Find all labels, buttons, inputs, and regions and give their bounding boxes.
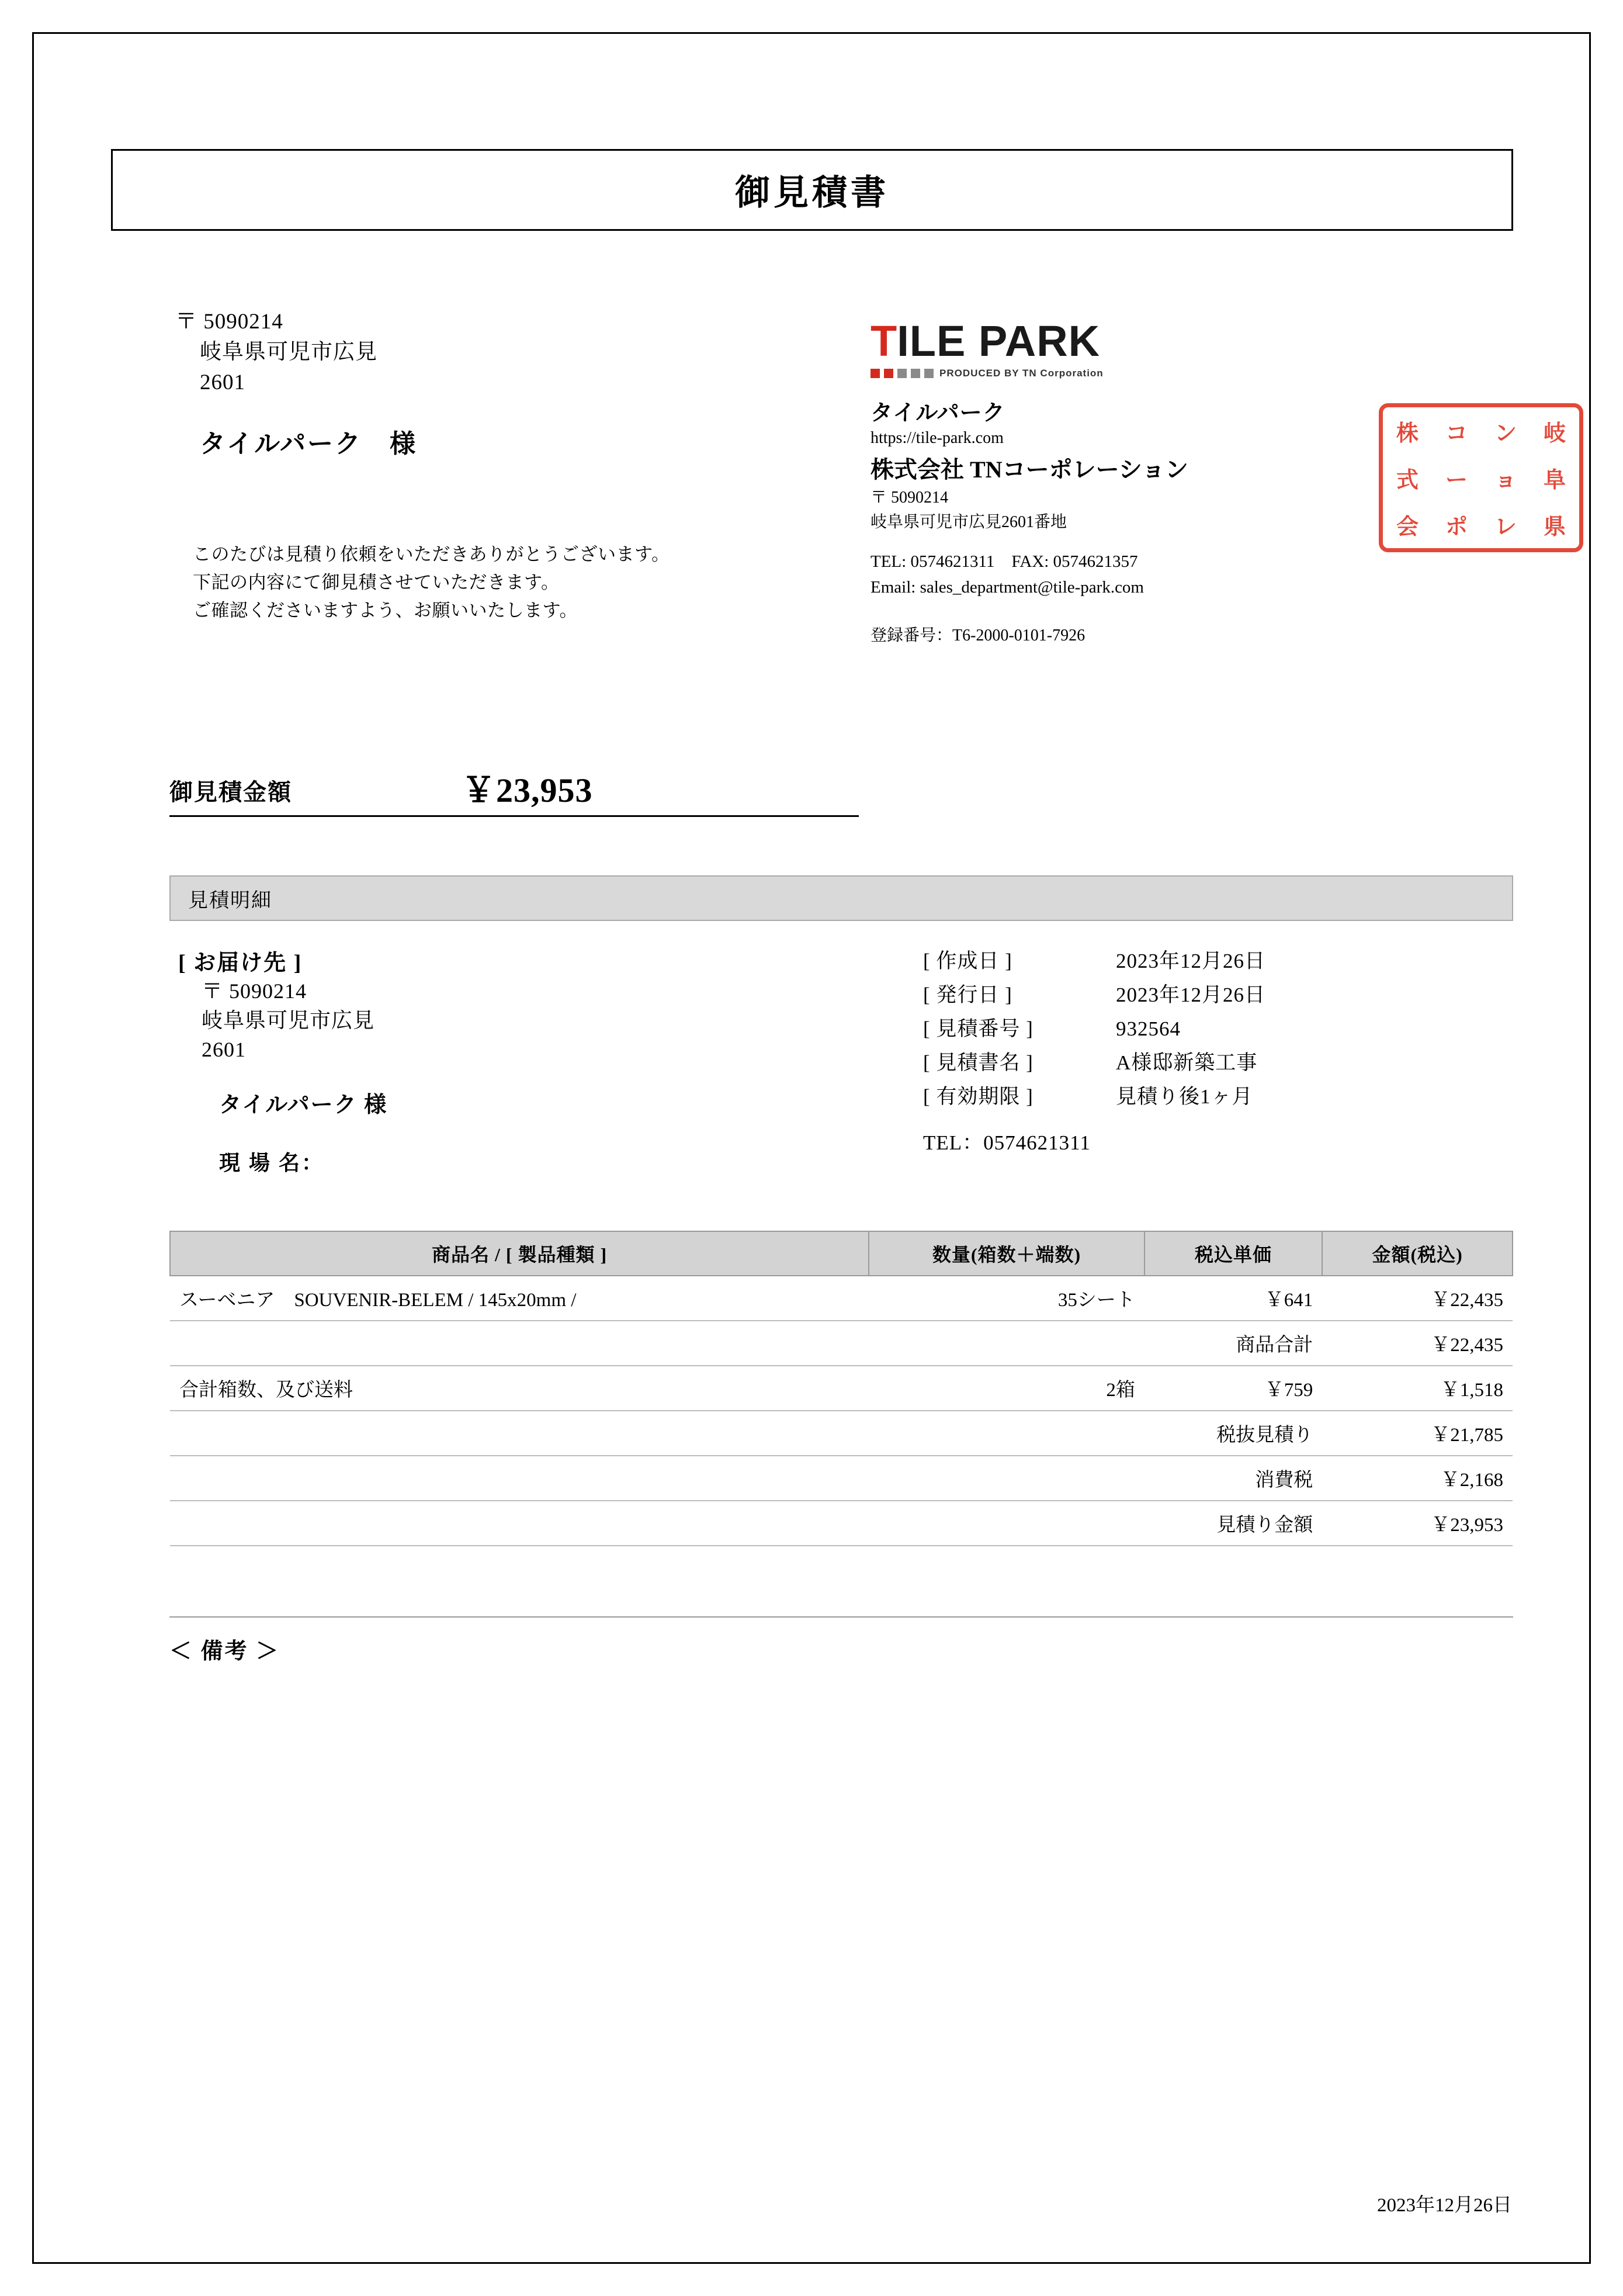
meta-value: 2023年12月26日 [1116,983,1266,1006]
greeting-line-3: ご確認くださいますよう、お願いいたします。 [193,600,578,621]
meta-row [923,1012,1265,1046]
cell-shipping-label: 合計箱数、及び送料 [170,1366,869,1411]
site-name-label: 現 場 名： [219,1151,325,1175]
cell-shipping-quantity: 2箱 [869,1366,1145,1411]
cell-quantity: 35シート [869,1276,1145,1321]
table-header-row [170,1231,1513,1276]
company-legal-name: 株式会社 TNコーポレーション [871,456,1188,483]
seal-char: 株 [1396,421,1419,446]
logo-subtitle: PRODUCED BY TN Corporation [939,368,1104,379]
cell-empty [170,1456,869,1501]
header-unit-price: 税込単価 [1145,1231,1322,1276]
cell-empty [170,1411,869,1456]
total-amount-value: ￥23,953 [462,771,593,809]
shipto-and-meta [169,944,1513,1225]
logo-first-letter: T [871,317,897,365]
seal-char: 県 [1543,515,1566,540]
table-row [170,1276,1513,1321]
total-amount-label: 御見積金額 [169,779,292,805]
cell-amount: ￥22,435 [1322,1276,1513,1321]
shipto-block [178,944,387,1176]
table-row-subtotal-extax [170,1411,1513,1456]
meta-key: [ 見積番号 ] [923,1017,1034,1040]
summary-label-subtotal-extax: 税抜見積り [1145,1411,1322,1456]
summary-label-tax: 消費税 [1145,1456,1322,1501]
shipto-address-line1: 岐阜県可児市広見 [202,1009,375,1032]
cell-empty [869,1501,1145,1546]
summary-amount-tax: ￥2,168 [1322,1456,1513,1501]
seal-char: ー [1445,467,1468,493]
table-row-subtotal [170,1321,1513,1366]
customer-name: タイルパーク 様 [200,430,418,458]
header-quantity: 数量(箱数＋端数) [869,1231,1145,1276]
shipto-address-line2: 2601 [202,1038,246,1061]
summary-amount-product-total: ￥22,435 [1322,1321,1513,1366]
seal-char: コ [1445,421,1468,446]
shipto-name: タイルパーク 様 [219,1093,388,1117]
greeting-block [193,541,670,625]
cell-shipping-amount: ￥1,518 [1322,1366,1513,1411]
header-amount: 金額(税込) [1322,1231,1513,1276]
meta-row [923,978,1265,1012]
meta-row [923,944,1265,978]
summary-amount-grand-total: ￥23,953 [1322,1501,1513,1546]
company-brand-jp: タイルパーク [871,401,1005,425]
remarks-title: ＜ 備考 ＞ [169,1639,280,1664]
seal-char: 阜 [1543,467,1566,493]
cell-unit-price: ￥641 [1145,1276,1322,1321]
meta-key: [ 有効期限 ] [923,1085,1034,1108]
cell-empty [869,1456,1145,1501]
header-product-name: 商品名 / [ 製品種類 ] [170,1231,869,1276]
logo-squares-icon [871,369,934,378]
seal-char: 岐 [1543,421,1566,446]
customer-address-line2: 2601 [200,370,245,394]
logo-rest-letters: ILE PARK [897,317,1101,365]
cell-empty [869,1411,1145,1456]
meta-value: 932564 [1116,1017,1181,1040]
quotation-meta-block [923,944,1265,1156]
company-block [871,318,1455,646]
detail-section-header: 見積明細 [169,875,1513,921]
greeting-line-2: 下記の内容にて御見積させていただきます。 [193,572,560,593]
company-seal-stamp [1379,403,1583,552]
cell-empty [869,1321,1145,1366]
cell-empty [170,1321,869,1366]
table-row-grand-total [170,1501,1513,1546]
company-zip: 〒 5090214 [871,489,949,507]
logo-subtitle-row [871,368,1455,379]
seal-char: 式 [1396,467,1419,493]
meta-row [923,1046,1265,1080]
cell-shipping-unit-price: ￥759 [1145,1366,1322,1411]
cell-product-name: スーベニア SOUVENIR-BELEM / 145x20mm / [170,1276,869,1321]
meta-value: 2023年12月26日 [1116,950,1266,972]
seal-char: レ [1494,515,1517,540]
summary-label-product-total: 商品合計 [1145,1321,1322,1366]
seal-char: ョ [1494,467,1517,493]
meta-value: A様邸新築工事 [1116,1051,1258,1074]
meta-key: [ 発行日 ] [923,983,1012,1006]
meta-telephone: TEL：0574621311 [923,1131,1091,1154]
table-row-tax [170,1456,1513,1501]
summary-amount-subtotal-extax: ￥21,785 [1322,1411,1513,1456]
meta-key: [ 見積書名 ] [923,1051,1034,1074]
customer-zip: 〒 5090214 [175,310,283,334]
document-content [111,149,1566,1665]
customer-address-line1: 岐阜県可児市広見 [200,340,377,364]
tile-park-logo [871,318,1455,364]
greeting-line-1: このたびは見積り依頼をいただきありがとうございます。 [193,544,670,565]
company-registration-number: 登録番号：T6-2000-0101-7926 [871,626,1086,645]
meta-key: [ 作成日 ] [923,950,1012,972]
company-url: https://tile-park.com [871,429,1004,447]
seal-char: ン [1494,421,1517,446]
customer-block [175,307,417,460]
document-title-box [111,149,1513,231]
summary-label-grand-total: 見積り金額 [1145,1501,1322,1546]
seal-characters [1383,407,1579,548]
company-address: 岐阜県可児市広見2601番地 [871,513,1067,531]
cell-empty [170,1501,869,1546]
total-amount-row [169,751,859,817]
table-row-shipping [170,1366,1513,1411]
meta-row [923,1080,1265,1114]
company-email: Email: sales_department@tile-park.com [871,578,1144,597]
page-title: 御見積書 [735,174,889,212]
seal-char: 会 [1396,515,1419,540]
shipto-zip: 〒 5090214 [202,979,307,1003]
company-tel-fax: TEL: 0574621311 FAX: 0574621357 [871,552,1138,571]
footer-date: 2023年12月26日 [1377,2195,1512,2216]
shipto-title: [ お届け先 ] [178,951,303,975]
meta-value: 見積り後1ヶ月 [1116,1085,1253,1108]
seal-char: ポ [1445,515,1468,540]
header-area [111,307,1566,751]
remarks-section [169,1616,1513,1665]
items-table [169,1231,1513,1546]
